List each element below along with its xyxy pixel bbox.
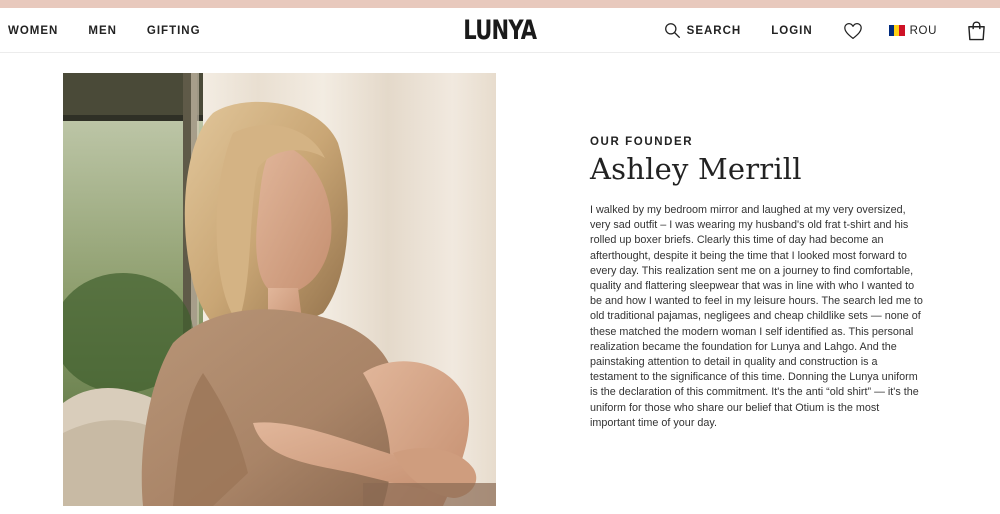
heart-icon (843, 22, 863, 40)
cart-button[interactable] (967, 21, 986, 41)
nav-link-men[interactable]: MEN (88, 24, 117, 37)
search-label: SEARCH (686, 24, 742, 37)
login-link[interactable]: LOGIN (771, 24, 813, 37)
founder-name: Ashley Merrill (590, 152, 802, 186)
section-eyebrow: OUR FOUNDER (590, 136, 694, 148)
country-selector[interactable] (889, 25, 937, 37)
site-logo[interactable]: LUNYA (463, 15, 537, 46)
nav-link-gifting[interactable]: GIFTING (146, 24, 201, 37)
romania-flag-icon (889, 25, 905, 36)
nav-link-women[interactable]: WOMEN (8, 24, 59, 37)
main-nav (8, 8, 201, 53)
founder-photo (63, 73, 496, 506)
founder-portrait-image (63, 73, 496, 506)
search-icon (664, 22, 681, 39)
founder-bio: I walked by my bedroom mirror and laughed at my very oversized, very sad outfit – I was wearing my husband's old frat t-shirt and his rolled up boxer briefs. Clearly this time of day had become an afterthought, despite it being the time that I looked most forward to every day. This realization sent me on a journey to find comfortable, quality and flattering sleepwear that was in line with who I wanted to be and how I wanted to feel in my leisure hours. The search led me to old traditional pajamas, negligees and cheap childlike sets — none of these matched the modern woman I self identified as. This personal realization became the foundation for Lunya and Lahgo. And the painstaking attention to detail in quality and construction is a testament to the significance of this time. Donning the Lunya uniform is the declaration of this commitment. It's the anti “old shirt” — it's the uniform for those who share our belief that Otium is the most important time of your day. (590, 204, 923, 429)
favorites-button[interactable] (843, 22, 863, 40)
shopping-bag-icon (967, 21, 986, 41)
promo-strip (0, 0, 1000, 8)
country-code: ROU (909, 24, 937, 37)
search-button[interactable] (664, 22, 742, 39)
site-header (0, 8, 1000, 53)
header-actions (664, 8, 986, 53)
founder-section (590, 136, 930, 431)
